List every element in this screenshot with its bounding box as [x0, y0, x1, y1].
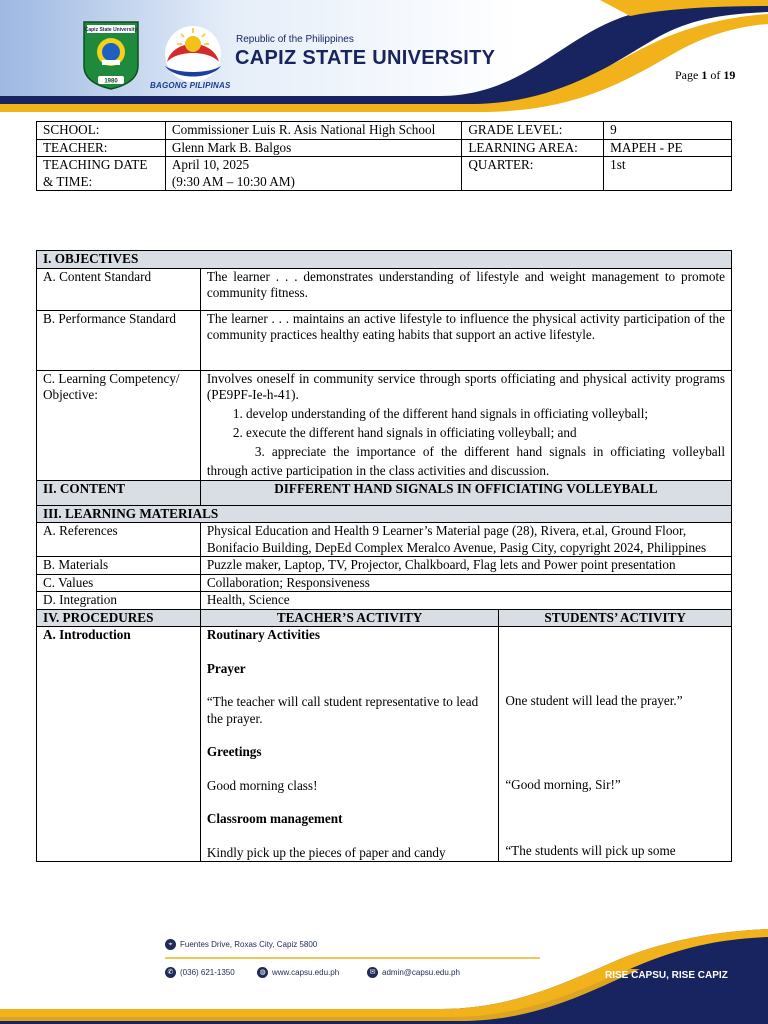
- date-label: TEACHING DATE & TIME:: [37, 157, 166, 191]
- svg-text:1980: 1980: [104, 78, 118, 85]
- materials-row: [37, 557, 732, 575]
- integration-text: Health, Science: [200, 592, 731, 610]
- prayer-teacher-text: “The teacher will call student representative to lead the prayer.: [206, 694, 479, 726]
- grade-label: GRADE LEVEL:: [462, 122, 604, 140]
- footer-slogan: RISE CAPSU, RISE CAPIZ: [605, 970, 728, 981]
- performance-standard-text: The learner . . . maintains an active lifestyle to influence the physical activity participation of the community practices healthy eating habits that support an active lifestyle.: [200, 310, 731, 370]
- materials-heading: III. LEARNING MATERIALS: [37, 505, 732, 523]
- teacher-activity-heading: TEACHER’S ACTIVITY: [200, 609, 498, 627]
- references-row: [37, 523, 732, 557]
- school-value: Commissioner Luis R. Asis National High School: [165, 122, 461, 140]
- procedures-header-row: [37, 609, 732, 627]
- competency-cell: [200, 370, 731, 480]
- svg-text:Capiz State University: Capiz State University: [84, 27, 138, 33]
- objective-1: 1. develop understanding of the different hand signals in officiating volleyball;: [232, 405, 649, 421]
- classroom-student-text: “The students will pick up some: [505, 843, 676, 858]
- objective-2: 2. execute the different hand signals in officiating volleyball; and: [232, 424, 577, 440]
- procedures-heading: IV. PROCEDURES: [37, 609, 201, 627]
- bagong-pilipinas-logo: [153, 22, 233, 90]
- objectives-heading: I. OBJECTIVES: [37, 251, 732, 269]
- info-row-date: [37, 157, 732, 191]
- footer-phone: (036) 621-1350: [180, 968, 235, 977]
- page-prefix: Page: [675, 68, 699, 82]
- content-standard-text: The learner . . . demonstrates understanding of lifestyle and weight management to promote community fitness.: [200, 268, 731, 310]
- quarter-label: QUARTER:: [462, 157, 604, 191]
- area-label: LEARNING AREA:: [462, 139, 604, 157]
- page-of: of: [710, 68, 721, 82]
- classroom-heading: Classroom management: [206, 811, 343, 826]
- date-text: April 10, 2025: [171, 157, 250, 172]
- references-text: Physical Education and Health 9 Learner’s Material page (28), Rivera, et.al, Ground Floor, Bonifacio Building, DepEd Complex Meralco Avenue, Pasig City, copyright 2024, Philippines: [200, 523, 731, 557]
- routinary-heading: Routinary Activities: [206, 627, 321, 642]
- greetings-teacher-text: Good morning class!: [206, 777, 318, 793]
- values-text: Collaboration; Responsiveness: [200, 574, 731, 592]
- greetings-student-text: “Good morning, Sir!”: [505, 776, 621, 792]
- globe-icon: ◍: [257, 967, 268, 978]
- materials-text: Puzzle maker, Laptop, TV, Projector, Chalkboard, Flag lets and Power point presentation: [200, 557, 731, 575]
- performance-standard-label: B. Performance Standard: [37, 310, 201, 370]
- content-standard-row: [37, 268, 732, 310]
- mail-icon: ✉: [367, 967, 378, 978]
- letterhead-footer: [0, 925, 768, 1024]
- location-icon: ⌖: [165, 939, 176, 950]
- phone-icon: ✆: [165, 967, 176, 978]
- content-title: DIFFERENT HAND SIGNALS IN OFFICIATING VOLLEYBALL: [200, 480, 731, 505]
- footer-website: www.capsu.edu.ph: [272, 968, 340, 977]
- page-number: [675, 68, 735, 83]
- info-row-teacher: [37, 139, 732, 157]
- content-row: [37, 480, 732, 505]
- prayer-student-text: One student will lead the prayer.”: [505, 693, 683, 708]
- letterhead: [0, 0, 768, 112]
- page-current: 1: [701, 68, 708, 82]
- introduction-row: [37, 627, 732, 862]
- competency-row: [37, 370, 732, 480]
- republic-label: Republic of the Philippines: [236, 34, 354, 45]
- lesson-info-table: [36, 121, 732, 191]
- bagong-pilipinas-label: BAGONG PILIPINAS: [150, 81, 231, 90]
- quarter-value: 1st: [604, 157, 732, 191]
- introduction-label: A. Introduction: [37, 627, 201, 862]
- teacher-label: TEACHER:: [37, 139, 166, 157]
- classroom-teacher-text: Kindly pick up the pieces of paper and candy: [206, 844, 446, 860]
- school-label: SCHOOL:: [37, 122, 166, 140]
- footer-address: Fuentes Drive, Roxas City, Capiz 5800: [180, 940, 318, 949]
- values-label: C. Values: [37, 574, 201, 592]
- performance-standard-row: [37, 310, 732, 370]
- footer-email: admin@capsu.edu.ph: [382, 968, 460, 977]
- integration-label: D. Integration: [37, 592, 201, 610]
- greetings-heading: Greetings: [206, 744, 262, 759]
- prayer-heading: Prayer: [206, 660, 246, 676]
- teacher-activity-cell: [200, 627, 498, 862]
- lesson-plan-table: [36, 250, 732, 862]
- integration-row: [37, 592, 732, 610]
- date-value: [165, 157, 461, 191]
- competency-text: Involves oneself in community service through sports officiating and physical activity programs (PE9PF-Ie-h-41).: [206, 370, 725, 402]
- content-standard-label: A. Content Standard: [37, 268, 201, 310]
- students-activity-cell: [499, 627, 732, 862]
- objective-3: 3. appreciate the importance of the different hand signals in officiating volleyball through active participation in the class activities and discussion.: [206, 443, 725, 478]
- info-row-school: [37, 122, 732, 140]
- content-heading: II. CONTENT: [37, 480, 201, 505]
- capsu-seal-logo: [80, 20, 142, 90]
- time-text: (9:30 AM – 10:30 AM): [171, 173, 295, 189]
- values-row: [37, 574, 732, 592]
- page-total: 19: [723, 68, 736, 82]
- teacher-value: Glenn Mark B. Balgos: [165, 139, 461, 157]
- students-activity-heading: STUDENTS’ ACTIVITY: [499, 609, 732, 627]
- objectives-header-row: [37, 251, 732, 269]
- competency-label: C. Learning Competency/ Objective:: [37, 370, 201, 480]
- university-name: CAPIZ STATE UNIVERSITY: [235, 47, 496, 69]
- grade-value: 9: [604, 122, 732, 140]
- references-label: A. References: [37, 523, 201, 557]
- materials-label: B. Materials: [37, 557, 201, 575]
- materials-header-row: [37, 505, 732, 523]
- area-value: MAPEH - PE: [604, 139, 732, 157]
